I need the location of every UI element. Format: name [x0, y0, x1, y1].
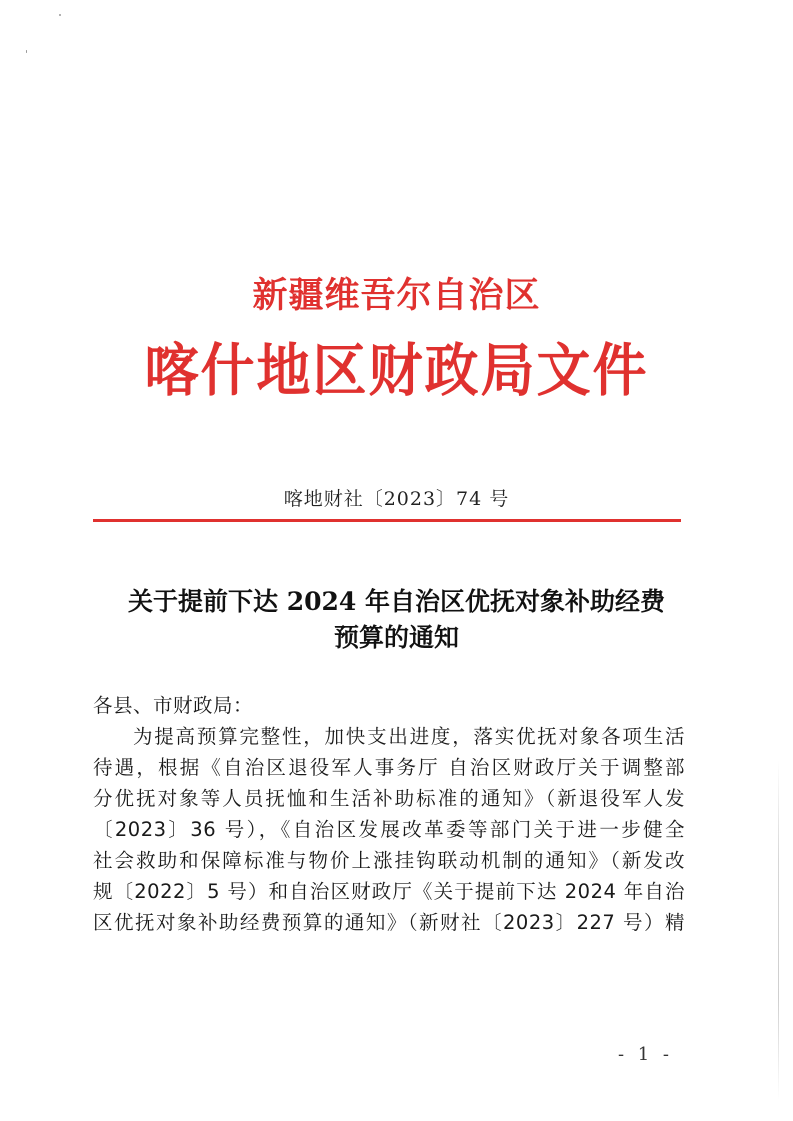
title-line-1: 关于提前下达 2024 年自治区优抚对象补助经费 — [128, 587, 665, 616]
scan-speck — [59, 14, 61, 16]
salutation: 各县、市财政局： — [93, 694, 254, 717]
page-number: - 1 - — [617, 1044, 673, 1065]
scan-edge-line — [778, 760, 779, 1100]
header-issuer: 喀什地区财政局文件 — [144, 337, 649, 404]
document-title — [0, 584, 793, 656]
body-line: 社会救助和保障标准与物价上涨挂钩联动机制的通知》（新发改 — [93, 849, 685, 872]
title-line-2: 预算的通知 — [333, 623, 459, 652]
body-line: 分优抚对象等人员抚恤和生活补助标准的通知》（新退役军人发 — [93, 787, 685, 810]
header-region: 新疆维吾尔自治区 — [252, 275, 541, 316]
document-body — [93, 690, 685, 938]
document-number: 喀地财社〔2023〕74 号 — [283, 488, 510, 510]
body-line: 〔2023〕36 号），《自治区发展改革委等部门关于进一步健全 — [93, 818, 685, 841]
red-divider-rule — [93, 519, 681, 522]
body-line: 规〔2022〕5 号）和自治区财政厅《关于提前下达 2024 年自治 — [93, 880, 685, 903]
body-line: 待遇，根据《自治区退役军人事务厅 自治区财政厅关于调整部 — [93, 756, 685, 779]
scan-speck — [26, 50, 27, 53]
body-line: 区优抚对象补助经费预算的通知》（新财社〔2023〕227 号）精 — [93, 911, 685, 934]
body-line: 为提高预算完整性，加快支出进度，落实优抚对象各项生活 — [133, 725, 685, 748]
